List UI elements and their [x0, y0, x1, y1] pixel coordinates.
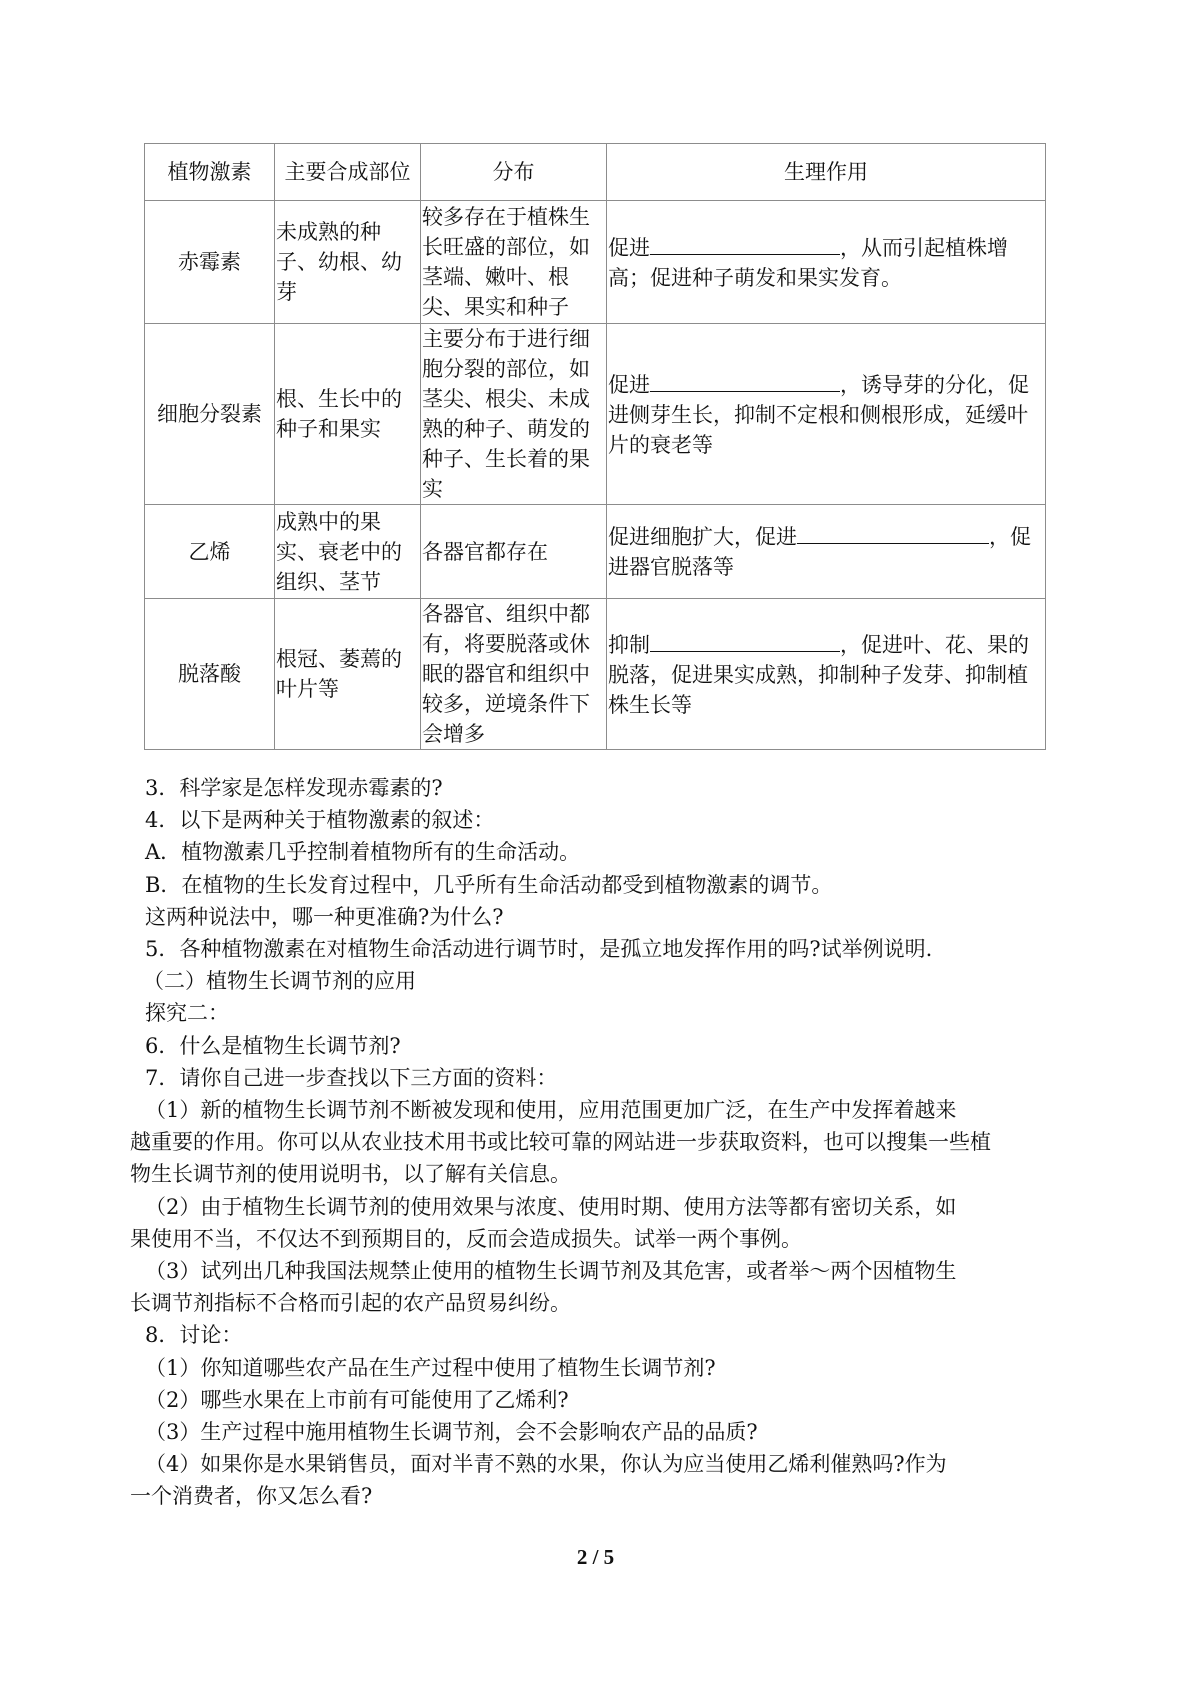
effect-text: ，促进器官脱落等	[608, 525, 1031, 579]
question-7: 7．请你自己进一步查找以下三方面的资料：	[145, 1065, 558, 1090]
header-site: 主要合成部位	[275, 144, 421, 201]
synthesis-site: 根、生长中的种子和果实	[275, 324, 421, 505]
effect-text: 促进细胞扩大，促进	[608, 525, 797, 549]
item-7-1-cont: 物生长调节剂的使用说明书，以了解有关信息。	[130, 1162, 571, 1187]
question-6: 6．什么是植物生长调节剂?	[145, 1033, 401, 1058]
question-8: 8．讨论：	[145, 1323, 243, 1348]
fill-blank[interactable]	[797, 521, 967, 544]
item-7-3: （3）试列出几种我国法规禁止使用的植物生长调节剂及其危害，或者举～两个因植物生	[145, 1259, 957, 1284]
effect-text: ，从而引起植株增高；促进种子萌发和果实发育。	[608, 235, 1008, 290]
hormone-name: 乙烯	[145, 505, 275, 599]
section-heading: （二）植物生长调节剂的应用	[143, 969, 416, 994]
effect-text: ，诱导芽的分化，促进侧芽生长，抑制不定根和侧根形成，延缓叶片的衰老等	[608, 372, 1029, 457]
synthesis-site: 未成熟的种子、幼根、幼芽	[275, 201, 421, 324]
item-7-2: （2）由于植物生长调节剂的使用效果与浓度、使用时期、使用方法等都有密切关系，如	[145, 1194, 957, 1219]
physiological-effect	[607, 324, 1046, 505]
table-row	[145, 201, 1046, 324]
item-8-4: （4）如果你是水果销售员，面对半青不熟的水果，你认为应当使用乙烯利催熟吗?作为	[145, 1452, 947, 1477]
inquiry-label: 探究二：	[145, 1001, 229, 1026]
table-row	[145, 324, 1046, 505]
effect-text: 促进	[608, 235, 650, 260]
header-distribution: 分布	[421, 144, 607, 201]
hormone-table	[144, 143, 1046, 750]
synthesis-site: 成熟中的果实、衰老中的组织、茎节	[275, 505, 421, 599]
distribution: 各器官都存在	[421, 505, 607, 599]
item-8-4-cont: 一个消费者，你又怎么看?	[130, 1484, 373, 1509]
fill-blank[interactable]	[650, 369, 840, 392]
question-4-prompt: 这两种说法中，哪一种更准确?为什么?	[145, 904, 504, 929]
item-8-2: （2）哪些水果在上市前有可能使用了乙烯利?	[145, 1387, 569, 1412]
distribution: 较多存在于植株生长旺盛的部位，如茎端、嫩叶、根尖、果实和种子	[421, 201, 607, 324]
physiological-effect	[607, 201, 1046, 324]
hormone-name: 细胞分裂素	[145, 324, 275, 505]
header-hormone: 植物激素	[145, 144, 275, 201]
table-row	[145, 505, 1046, 599]
document-body	[0, 772, 1191, 1513]
header-effect: 生理作用	[607, 144, 1046, 201]
page-number: 2 / 5	[576, 1545, 615, 1569]
hormone-name: 脱落酸	[145, 599, 275, 750]
fill-blank[interactable]	[650, 232, 840, 255]
fill-blank[interactable]	[650, 629, 840, 652]
statement-a: A．植物激素几乎控制着植物所有的生命活动。	[145, 840, 581, 865]
distribution: 主要分布于进行细胞分裂的部位，如茎尖、根尖、未成熟的种子、萌发的种子、生长着的果实	[421, 324, 607, 505]
effect-text: 促进	[608, 372, 650, 397]
item-7-1: （1）新的植物生长调节剂不断被发现和使用，应用范围更加广泛，在生产中发挥着越来	[145, 1098, 957, 1123]
statement-b: B．在植物的生长发育过程中，几乎所有生命活动都受到植物激素的调节。	[145, 872, 833, 897]
effect-text: ，促进叶、花、果的脱落，促进果实成熟，抑制种子发芽、抑制植株生长等	[608, 632, 1029, 717]
item-7-1-cont: 越重要的作用。你可以从农业技术用书或比较可靠的网站进一步获取资料，也可以搜集一些植	[130, 1130, 991, 1155]
question-4: 4．以下是两种关于植物激素的叙述：	[145, 808, 495, 833]
hormone-name: 赤霉素	[145, 201, 275, 324]
item-7-2-cont: 果使用不当，不仅达不到预期目的，反而会造成损失。试举一两个事例。	[130, 1226, 802, 1251]
item-8-1: （1）你知道哪些农产品在生产过程中使用了植物生长调节剂?	[145, 1355, 716, 1380]
item-8-3: （3）生产过程中施用植物生长调节剂，会不会影响农产品的品质?	[145, 1420, 758, 1445]
physiological-effect	[607, 505, 1046, 599]
question-5: 5．各种植物激素在对植物生命活动进行调节时，是孤立地发挥作用的吗?试举例说明.	[145, 937, 933, 962]
table-header-row	[145, 144, 1046, 201]
synthesis-site: 根冠、萎蔫的叶片等	[275, 599, 421, 750]
fill-blank[interactable]	[967, 521, 989, 544]
distribution: 各器官、组织中都有，将要脱落或休眠的器官和组织中较多，逆境条件下会增多	[421, 599, 607, 750]
table-row	[145, 599, 1046, 750]
item-7-3-cont: 长调节剂指标不合格而引起的农产品贸易纠纷。	[130, 1291, 571, 1316]
physiological-effect	[607, 599, 1046, 750]
question-3: 3．科学家是怎样发现赤霉素的?	[145, 776, 443, 800]
effect-text: 抑制	[608, 632, 650, 657]
